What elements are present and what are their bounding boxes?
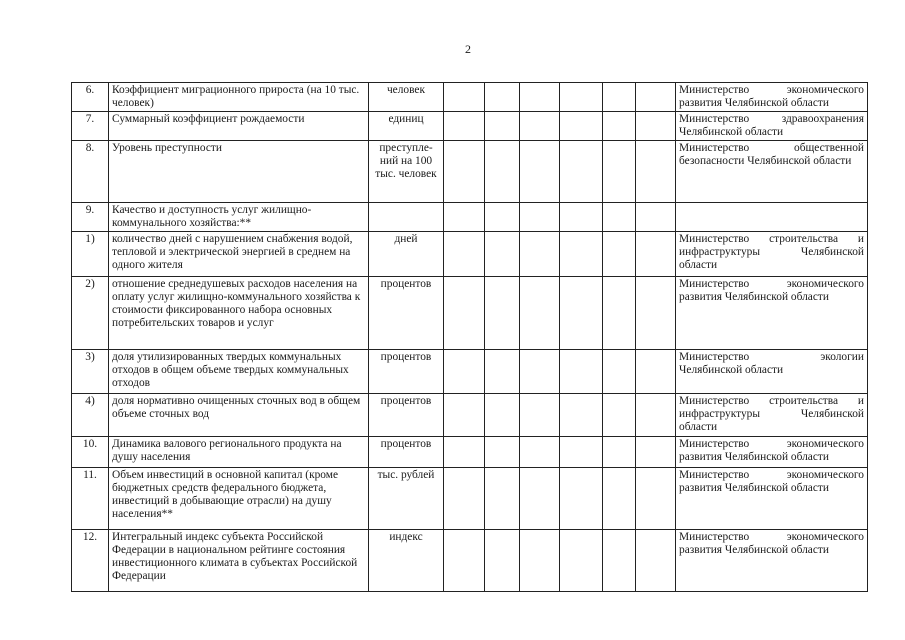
ministry-line-1: Министерство строительства и <box>679 395 864 407</box>
value-cell <box>520 350 560 394</box>
ministry-line-2: развития Челябинской области <box>679 291 829 303</box>
ministry-line-1: Министерство экономического <box>679 469 864 481</box>
ministry-line-2: инфраструктуры Челябинской области <box>679 408 864 433</box>
responsible-ministry <box>676 203 868 232</box>
row-number: 11. <box>72 468 109 530</box>
indicator-name: Коэффициент миграционного прироста (на 10 тыс. человек) <box>109 83 369 112</box>
value-cell <box>603 203 636 232</box>
ministry-line-1: Министерство экономического <box>679 531 864 543</box>
value-cell <box>485 350 520 394</box>
value-cell <box>444 112 485 141</box>
value-cell <box>444 141 485 203</box>
value-cell <box>444 350 485 394</box>
value-cell <box>560 350 603 394</box>
value-cell <box>603 394 636 437</box>
ministry-line-1: Министерство экономического <box>679 438 864 450</box>
value-cell <box>485 277 520 350</box>
page-number: 2 <box>465 42 471 56</box>
value-cell <box>636 437 676 468</box>
responsible-ministry <box>676 437 868 468</box>
indicator-name: Объем инвестиций в основной капитал (кроме бюджетных средств федерального бюджета, инвестиций в добывающие отрасли) на душу населения** <box>109 468 369 530</box>
indicator-name: доля утилизированных твердых коммунальных отходов в общем объеме твердых коммунальных отходов <box>109 350 369 394</box>
unit-of-measure: человек <box>369 83 444 112</box>
value-cell <box>636 350 676 394</box>
value-cell <box>603 277 636 350</box>
value-cell <box>603 437 636 468</box>
table-row <box>72 141 868 203</box>
unit-of-measure: процентов <box>369 394 444 437</box>
value-cell <box>485 141 520 203</box>
value-cell <box>485 394 520 437</box>
table-row <box>72 468 868 530</box>
value-cell <box>520 437 560 468</box>
unit-of-measure <box>369 203 444 232</box>
value-cell <box>444 394 485 437</box>
value-cell <box>520 112 560 141</box>
ministry-line-2: развития Челябинской области <box>679 544 829 556</box>
value-cell <box>560 277 603 350</box>
value-cell <box>520 394 560 437</box>
table-row <box>72 203 868 232</box>
indicator-name: количество дней с нарушением снабжения водой, тепловой и электрической энергией в среднем на одного жителя <box>109 232 369 277</box>
responsible-ministry <box>676 394 868 437</box>
row-number: 8. <box>72 141 109 203</box>
responsible-ministry <box>676 468 868 530</box>
value-cell <box>520 141 560 203</box>
value-cell <box>636 203 676 232</box>
value-cell <box>636 468 676 530</box>
value-cell <box>520 530 560 592</box>
indicator-name: Интегральный индекс субъекта Российской Федерации в национальном рейтинге состояния инвестиционного климата в субъектах Российской Федерации <box>109 530 369 592</box>
table-row <box>72 350 868 394</box>
ministry-line-2: инфраструктуры Челябинской области <box>679 246 864 271</box>
row-number: 9. <box>72 203 109 232</box>
unit-of-measure: единиц <box>369 112 444 141</box>
value-cell <box>520 277 560 350</box>
indicator-name: Динамика валового регионального продукта на душу населения <box>109 437 369 468</box>
responsible-ministry <box>676 141 868 203</box>
table-row <box>72 530 868 592</box>
row-number: 2) <box>72 277 109 350</box>
responsible-ministry <box>676 232 868 277</box>
table-row <box>72 437 868 468</box>
value-cell <box>636 232 676 277</box>
ministry-line-1: Министерство общественной <box>679 142 864 154</box>
value-cell <box>444 203 485 232</box>
value-cell <box>560 468 603 530</box>
value-cell <box>444 83 485 112</box>
ministry-line-1: Министерство здравоохранения <box>679 113 864 125</box>
value-cell <box>444 468 485 530</box>
value-cell <box>485 530 520 592</box>
unit-of-measure: процентов <box>369 437 444 468</box>
ministry-line-1: Министерство экологии <box>679 351 864 363</box>
table-row <box>72 394 868 437</box>
row-number: 3) <box>72 350 109 394</box>
row-number: 10. <box>72 437 109 468</box>
ministry-line-2: Челябинской области <box>679 126 784 138</box>
value-cell <box>520 83 560 112</box>
value-cell <box>560 112 603 141</box>
value-cell <box>520 203 560 232</box>
value-cell <box>485 437 520 468</box>
unit-of-measure: преступле-ний на 100 тыс. человек <box>369 141 444 203</box>
value-cell <box>560 232 603 277</box>
indicator-name: Уровень преступности <box>109 141 369 203</box>
value-cell <box>485 83 520 112</box>
value-cell <box>520 468 560 530</box>
indicator-name: доля нормативно очищенных сточных вод в общем объеме сточных вод <box>109 394 369 437</box>
row-number: 4) <box>72 394 109 437</box>
value-cell <box>485 232 520 277</box>
ministry-line-2: безопасности Челябинской области <box>679 155 852 167</box>
value-cell <box>603 468 636 530</box>
indicator-name: отношение среднедушевых расходов населения на оплату услуг жилищно-коммунального хозяйства к стоимости фиксированного набора основных потребительских товаров и услуг <box>109 277 369 350</box>
unit-of-measure: процентов <box>369 350 444 394</box>
unit-of-measure: индекс <box>369 530 444 592</box>
value-cell <box>485 203 520 232</box>
value-cell <box>444 530 485 592</box>
ministry-line-1: Министерство экономического <box>679 278 864 290</box>
value-cell <box>636 394 676 437</box>
responsible-ministry <box>676 350 868 394</box>
responsible-ministry <box>676 112 868 141</box>
responsible-ministry <box>676 83 868 112</box>
indicators-table <box>71 82 868 592</box>
value-cell <box>603 232 636 277</box>
ministry-line-1: Министерство экономического <box>679 84 864 96</box>
ministry-line-2: развития Челябинской области <box>679 482 829 494</box>
value-cell <box>560 83 603 112</box>
value-cell <box>444 437 485 468</box>
value-cell <box>560 141 603 203</box>
value-cell <box>485 112 520 141</box>
table-row <box>72 232 868 277</box>
value-cell <box>560 437 603 468</box>
row-number: 12. <box>72 530 109 592</box>
value-cell <box>603 141 636 203</box>
value-cell <box>560 394 603 437</box>
unit-of-measure: тыс. рублей <box>369 468 444 530</box>
value-cell <box>636 277 676 350</box>
value-cell <box>560 203 603 232</box>
value-cell <box>603 83 636 112</box>
value-cell <box>560 530 603 592</box>
table-row <box>72 112 868 141</box>
value-cell <box>485 468 520 530</box>
unit-of-measure: процентов <box>369 277 444 350</box>
value-cell <box>603 350 636 394</box>
table-row <box>72 83 868 112</box>
value-cell <box>444 277 485 350</box>
value-cell <box>636 112 676 141</box>
value-cell <box>603 112 636 141</box>
responsible-ministry <box>676 530 868 592</box>
unit-of-measure: дней <box>369 232 444 277</box>
ministry-line-1: Министерство строительства и <box>679 233 864 245</box>
value-cell <box>636 530 676 592</box>
row-number: 1) <box>72 232 109 277</box>
row-number: 7. <box>72 112 109 141</box>
ministry-line-2: развития Челябинской области <box>679 451 829 463</box>
value-cell <box>636 141 676 203</box>
indicator-name: Суммарный коэффициент рождаемости <box>109 112 369 141</box>
value-cell <box>520 232 560 277</box>
value-cell <box>603 530 636 592</box>
table-row <box>72 277 868 350</box>
value-cell <box>444 232 485 277</box>
responsible-ministry <box>676 277 868 350</box>
value-cell <box>636 83 676 112</box>
row-number: 6. <box>72 83 109 112</box>
ministry-line-2: Челябинской области <box>679 364 784 376</box>
ministry-line-2: развития Челябинской области <box>679 97 829 109</box>
indicator-name: Качество и доступность услуг жилищно-коммунального хозяйства:** <box>109 203 369 232</box>
